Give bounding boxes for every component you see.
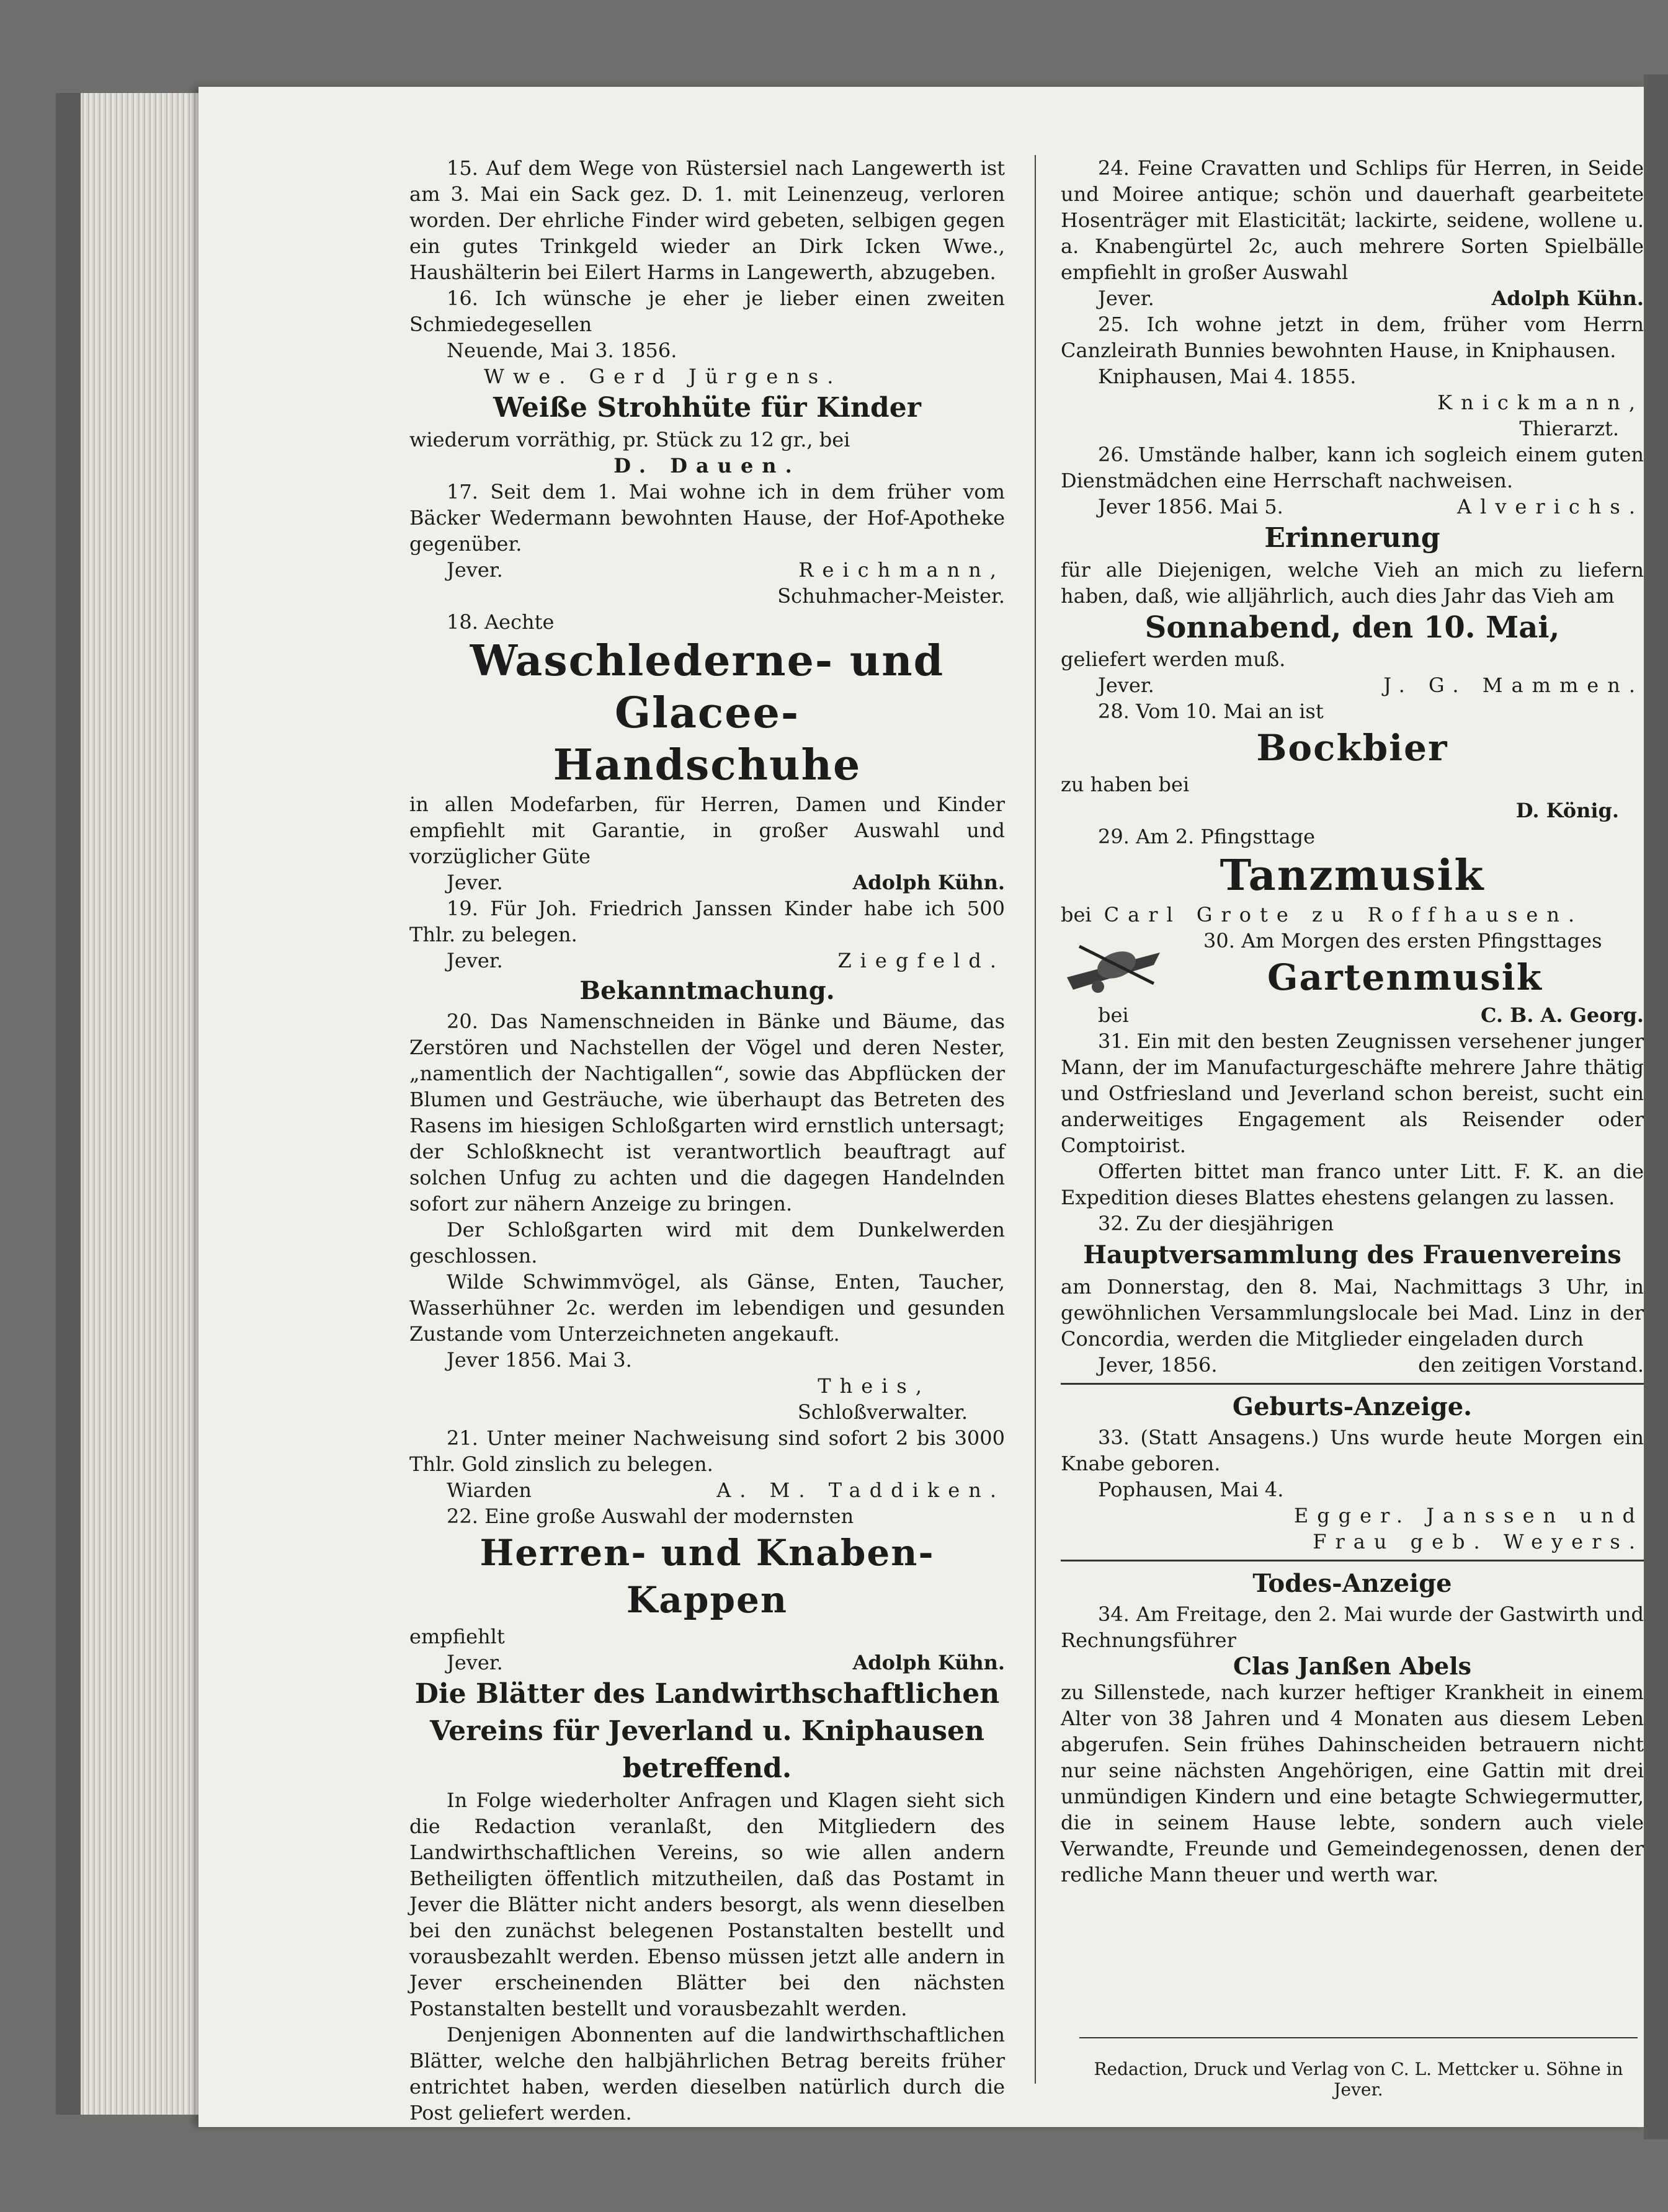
notice-signature: Wwe. Gerd Jürgens. (484, 365, 842, 388)
notice-text: Wilde Schwimmvögel, als Gänse, Enten, Taucher, Wasserhühner 2c. werden im lebendigen und gesunden Zustande vom Unterzeichneten angekauft. (409, 1270, 1005, 1346)
notice-text: Das Namenschneiden in Bänke und Bäume, das Zerstören und Nachstellen der Vögel und deren Nester, „namentlich der Nachtigallen“, sowie das Abpflücken der Blumen und Gesträuche, wie überhaupt das Betreten des Rasens im hiesigen Schloßgarten wird ernstlich untersagt; der Schloßknecht ist verantwortlich beauftragt auf solchen Unfug zu achten und die dagegen Handelnden sofort zur nähern Anzeige zu bringen. (409, 1010, 1006, 1215)
notice-text: Vom 10. Mai an ist (1136, 700, 1324, 723)
notice-place: Jever 1856. Mai 5. (1098, 495, 1283, 518)
notice-text: Am Freitage, den 2. Mai wurde der Gastwirth und Rechnungsführer (1061, 1602, 1644, 1652)
notice-32 (1061, 1210, 1644, 1237)
notice-text: Für Joh. Friedrich Janssen Kinder habe ich 500 Thlr. zu belegen. (409, 897, 1006, 946)
notice-signature: Adolph Kühn. (852, 871, 1005, 894)
footer-divider (1079, 2037, 1638, 2038)
notice-19 (409, 895, 1005, 948)
notice-signature: Carl Grote zu Roffhausen. (1104, 903, 1584, 926)
ad-heading-bockbier: Bockbier (1256, 727, 1448, 769)
notice-text: (Statt Ansagens.) Uns wurde heute Morgen ein Knabe geboren. (1061, 1426, 1644, 1475)
left-column (409, 155, 1005, 2126)
notice-number: 16. (447, 286, 478, 310)
notice-text: Der Schloßgarten wird mit dem Dunkelwerden geschlossen. (409, 1218, 1005, 1268)
notice-text: Ich wohne jetzt in dem, früher vom Herrn Canzleirath Bunnies bewohnten Hause, in Kniphausen. (1061, 313, 1644, 362)
ad-heading-kappen: Herren- und Knaben-Kappen (479, 1532, 935, 1621)
heading-todes-anzeige: Todes-Anzeige (1252, 1569, 1452, 1598)
notice-30-block (1061, 928, 1644, 1002)
notice-date-highlight: Sonnabend, den 10. Mai, (1144, 610, 1560, 645)
notice-33 (1061, 1424, 1644, 1477)
notice-text: Denjenigen Abonnenten auf die landwirthschaftlichen Blätter, welche den halbjährlichen Betrag bereits früher entrichtet haben, werden dieselben natürlich durch die Post geliefert werden. (409, 2023, 1005, 2125)
ad-heading-strohhuete: Weiße Strohhüte für Kinder (493, 392, 921, 424)
notice-text: am Donnerstag, den 8. Mai, Nachmittags 3 Uhr, in gewöhnlichen Versammlungslocale bei Mad. Linz in der Concordia, werden die Mitglieder eingeladen durch (1061, 1275, 1644, 1351)
violin-instruments-icon (1061, 928, 1166, 1002)
notice-text: zu Sillenstede, nach kurzer heftiger Krankheit in einem Alter von 38 Jahren und 4 Monaten aus diesem Leben abgerufen. Sein frühes Dahinscheiden betrauern nicht nur seine nächsten Angehörigen, eine Gattin mit drei unmündigen Kindern und eine betagte Schwiegermutter, die in seinem Hause lebte, sondern auch viele Verwandte, Freunde und Gemeindegenossen, denen der redliche Mann theuer und werth war. (1061, 1681, 1644, 1886)
notice-text: Ich wünsche je eher je lieber einen zweiten Schmiedegesellen (409, 286, 1006, 336)
notice-place: Jever. (447, 949, 503, 972)
ad-text: wiederum vorräthig, pr. Stück zu 12 gr., bei (409, 428, 850, 451)
notice-text: Umstände halber, kann ich sogleich einem guten Dienstmädchen eine Herrschaft nachweisen. (1061, 443, 1644, 492)
notice-signature-row (409, 557, 1005, 583)
notice-25 (1061, 311, 1644, 363)
notice-place: Jever. (447, 871, 503, 894)
notice-text: geliefert werden muß. (1061, 647, 1286, 671)
heading-blaetter-line2: Vereins für Jeverland u. Kniphausen (430, 1715, 984, 1747)
heading-blaetter-line1: Die Blätter des Landwirthschaftlichen (414, 1678, 1000, 1710)
notice-number: 28. (1098, 700, 1130, 723)
notice-signature: den zeitigen Vorstand. (1418, 1353, 1644, 1377)
notice-place: Pophausen, Mai 4. (1098, 1478, 1284, 1501)
notice-text: Feine Cravatten und Schlips für Herren, in Seide und Moiree antique; schön und dauerhaft gearbeitete Hosenträger mit Elasticität; lackirte, seidene, wollene u. a. Knabengürtel 2c, auch mehrere Sorten Spielbälle empfiehlt in großer Auswahl (1061, 156, 1644, 284)
notice-text: Seit dem 1. Mai wohne ich in dem früher vom Bäcker Wedermann bewohnten Hause, der Hof-Apotheke gegenüber. (409, 480, 1006, 556)
notice-24 (1061, 155, 1644, 285)
ad-heading-gartenmusik: Gartenmusik (1267, 956, 1543, 998)
notice-signature: Theis, (818, 1374, 930, 1398)
notice-number: 34. (1098, 1602, 1130, 1626)
heading-bekanntmachung: Bekanntmachung. (579, 976, 835, 1005)
notice-text: In Folge wiederholter Anfragen und Klagen sieht sich die Redaction veranlaßt, den Mitgliedern des Landwirthschaftlichen Vereins, so wie allen andern Betheiligten öffentlich mitzutheilen, daß das Postamt in Jever die Blätter nicht anders besorgt, als wenn dieselben bei den zunächst belegenen Postanstalten bestellt und vorausbezahlt werden. Ebenso müssen jetzt alle andern in Jever erscheinenden Blätter bei den nächsten Postanstalten bestellt und vorausbezahlt werden. (409, 1788, 1005, 2020)
notice-text: Eine große Auswahl der modernsten (484, 1504, 854, 1528)
notice-signature-row (409, 1650, 1005, 1676)
notice-22 (409, 1503, 1005, 1529)
notice-15 (409, 155, 1005, 285)
notice-place: Jever. (447, 558, 503, 582)
notice-text: Am 2. Pfingsttage (1136, 825, 1315, 848)
notice-number: 31. (1098, 1029, 1130, 1053)
notice-number: 15. (447, 156, 478, 180)
notice-signature: Egger. Janssen und (1293, 1504, 1644, 1527)
notice-signature: Reichmann, (798, 558, 1005, 582)
notice-place: Jever. (1098, 286, 1154, 310)
notice-34 (1061, 1601, 1644, 1653)
notice-place: Wiarden (447, 1478, 532, 1502)
heading-geburts-anzeige: Geburts-Anzeige. (1232, 1392, 1473, 1421)
right-column (1061, 155, 1644, 1888)
right-scanner-edge (1644, 74, 1668, 2139)
notice-signature: Adolph Kühn. (1491, 286, 1644, 310)
heading-blaetter-line3: betreffend. (622, 1752, 792, 1784)
notice-signature: A. M. Taddiken. (716, 1478, 1005, 1502)
notice-signature-title: Schuhmacher-Meister. (777, 584, 1005, 608)
notice-signature: Ziegfeld. (837, 949, 1005, 972)
notice-number: 21. (447, 1426, 478, 1450)
ad-heading-handschuhe-line1: Waschlederne- und Glacee- (470, 636, 945, 738)
notice-number: 30. (1203, 929, 1235, 953)
deceased-name: Clas Janßen Abels (1233, 1652, 1472, 1680)
ad-heading-hauptversammlung: Hauptversammlung des Frauenvereins (1083, 1240, 1621, 1269)
notice-17 (409, 479, 1005, 557)
notice-text: Auf dem Wege von Rüstersiel nach Langewerth ist am 3. Mai ein Sack gez. D. 1. mit Leinenzeug, verloren worden. Der ehrliche Finder wird gebeten, selbigen gegen ein gutes Trinkgeld wieder an Dirk Icken Wwe., Haushälterin bei Eilert Harms in Langewerth, abzugeben. (409, 156, 1006, 284)
notice-number: 17. (447, 480, 478, 504)
notice-signature-row (1061, 494, 1644, 520)
notice-31 (1061, 1028, 1644, 1158)
notice-number: 26. (1098, 443, 1130, 466)
ad-heading-handschuhe-line2: Handschuhe (553, 740, 862, 790)
notice-signature-line2: Frau geb. Weyers. (1313, 1530, 1644, 1553)
notice-text: bei (1061, 903, 1092, 926)
notice-place: Jever. (1098, 673, 1154, 697)
notice-text: Am Morgen des ersten Pfingsttages (1241, 929, 1602, 953)
notice-place: Neuende, Mai 3. 1856. (447, 339, 677, 362)
notice-number: 33. (1098, 1426, 1130, 1449)
notice-text: Zu der diesjährigen (1136, 1212, 1334, 1235)
notice-text: Ein mit den besten Zeugnissen versehener junger Mann, der im Manufacturgeschäfte mehrere Jahre thätig und Ostfriesland und Jeverland schon bereist, sucht ein anderweitiges Engagement als Reisender oder Comptoirist. (1061, 1029, 1644, 1157)
notice-30-intro (1166, 928, 1644, 954)
notice-20 (409, 1008, 1005, 1217)
ad-signature: D. Dauen. (613, 454, 801, 477)
notice-signature: Adolph Kühn. (852, 1651, 1005, 1674)
notice-21 (409, 1425, 1005, 1477)
notice-signature: Alverichs. (1456, 495, 1644, 518)
notice-30 (1166, 928, 1644, 1001)
notice-signature-title: Thierarzt. (1519, 417, 1619, 440)
notice-number: 25. (1098, 313, 1130, 336)
notice-signature-row (1061, 672, 1644, 698)
section-divider (1061, 1560, 1644, 1561)
notice-number: 24. (1098, 156, 1130, 180)
notice-26 (1061, 442, 1644, 494)
notice-signature: J. G. Mammen. (1383, 673, 1644, 697)
notice-28 (1061, 698, 1644, 724)
ad-text: in allen Modefarben, für Herren, Damen und Kinder empfiehlt mit Garantie, in großer Auswahl und vorzüglicher Güte (409, 793, 1005, 868)
notice-number: 22. (447, 1504, 478, 1528)
notice-18-intro (409, 609, 1005, 635)
notice-signature-row (1061, 1002, 1644, 1028)
imprint-footer: Redaction, Druck und Verlag von C. L. Mettcker u. Söhne in Jever. (1094, 2059, 1623, 2100)
ad-heading-tanzmusik: Tanzmusik (1220, 851, 1485, 900)
notice-signature-title: Schloßverwalter. (797, 1400, 968, 1424)
notice-text: Offerten bittet man franco unter Litt. F. K. an die Expedition dieses Blattes ehestens gelangen zu lassen. (1061, 1160, 1644, 1209)
notice-signature-row (1061, 285, 1644, 311)
notice-number: 20. (447, 1010, 478, 1033)
notice-text: Unter meiner Nachweisung sind sofort 2 bis 3000 Thlr. Gold zinslich zu belegen. (409, 1426, 1006, 1476)
notice-place: Jever, 1856. (1098, 1353, 1218, 1377)
heading-erinnerung: Erinnerung (1264, 522, 1440, 554)
ad-text: empfiehlt (409, 1625, 505, 1648)
notice-29 (1061, 824, 1644, 850)
notice-place: Jever. (447, 1651, 503, 1674)
notice-place: Jever 1856. Mai 3. (447, 1348, 632, 1372)
notice-text: bei (1098, 1003, 1129, 1027)
notice-signature-row (409, 869, 1005, 895)
notice-number: 18. (447, 610, 478, 634)
notice-signature-row (1061, 902, 1644, 928)
notice-signature-row (1061, 1352, 1644, 1378)
notice-signature: C. B. A. Georg. (1480, 1003, 1644, 1027)
notice-number: 29. (1098, 825, 1130, 848)
column-divider (1035, 155, 1036, 2084)
notice-signature: Knickmann, (1437, 391, 1644, 414)
notice-text: zu haben bei (1061, 773, 1190, 796)
notice-text: Aechte (484, 610, 555, 634)
notice-signature-row (409, 1477, 1005, 1503)
notice-number: 19. (447, 897, 478, 920)
notice-text: für alle Diejenigen, welche Vieh an mich zu liefern haben, daß, wie alljährlich, auch dies Jahr das Vieh am (1061, 558, 1644, 608)
section-divider (1061, 1383, 1644, 1385)
notice-signature: D. König. (1515, 799, 1619, 822)
notice-signature-row (409, 948, 1005, 974)
notice-16 (409, 285, 1005, 337)
notice-number: 32. (1098, 1212, 1130, 1235)
notice-place: Kniphausen, Mai 4. 1855. (1098, 365, 1357, 388)
